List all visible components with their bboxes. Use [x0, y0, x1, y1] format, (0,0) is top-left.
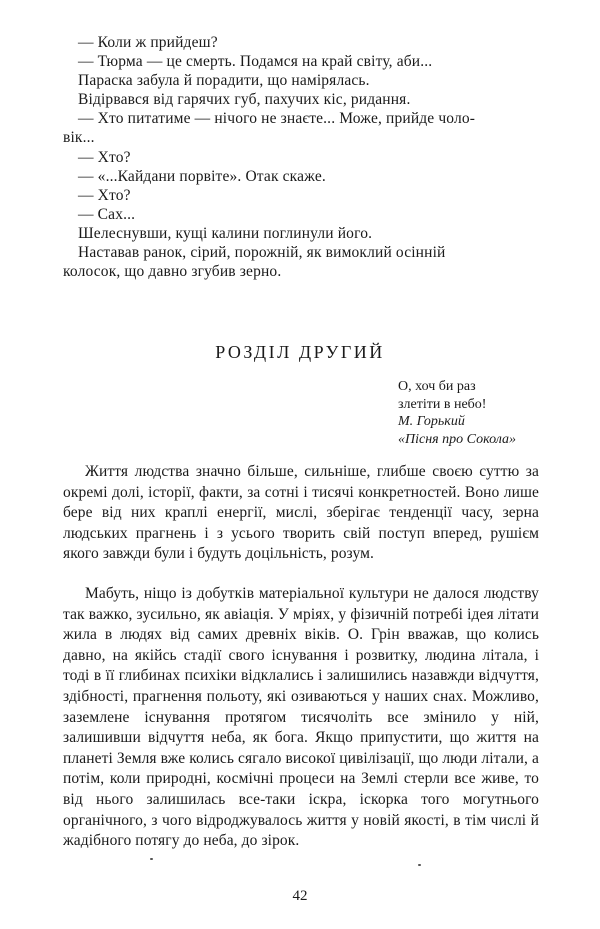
chapter-heading: РОЗДІЛ ДРУГИЙ: [215, 342, 385, 362]
dialog-line: — Хто?: [78, 187, 131, 204]
dialog-line: — Сах...: [78, 206, 136, 223]
epigraph-source: «Пісня про Сокола»: [398, 431, 517, 447]
print-speck: [150, 858, 153, 860]
epigraph-author: М. Горький: [398, 414, 465, 429]
epigraph-line: О, хоч би раз: [398, 379, 476, 394]
dialog-line: Наставав ранок, сірий, порожній, як вимоклий осінній: [78, 244, 446, 261]
epigraph: [398, 378, 516, 448]
page-number: 42: [292, 888, 308, 904]
dialog-line: — Тюрма — це смерть. Подамся на край світу, аби...: [78, 53, 433, 70]
dialog-line: Шелеснувши, кущі калини поглинули його.: [78, 225, 373, 242]
epigraph-line: злетіти в небо!: [398, 396, 487, 412]
dialog-line: — «...Кайдани порвіте». Отак скаже.: [78, 168, 326, 185]
print-speck: [418, 864, 421, 866]
dialog-line: вік...: [63, 129, 95, 146]
dialog-line: — Коли ж прийдеш?: [78, 34, 218, 51]
dialog-line: — Хто питатиме — нічого не знаєте... Може, прийде чоло-: [78, 110, 476, 127]
dialog-line: Параска забула й порадити, що намірялась.: [78, 72, 370, 89]
paragraph: Мабуть, ніщо із добутків матеріальної культури не далося людству так важко, зусильно, як авіація. У мріях, у фізичній потребі ідея літати жила в людях від самих древніх віків. О. Грін вважав, що колись давно, на якійсь стадії свого існування і розвитку, людина літала, і тоді в її глибинах психіки відклались і залишились назавжди відчуття, здібності, прагнення польоту, які озиваються у наших снах. Можливо, заземлене існування протягом тисячоліть все змінило у ній, залишивши відчуття неба, як бога. Якщо припустити, що життя на планеті Земля вже колись сягало високої цивілізації, що люди літали, а потім, коли природні, космічні процеси на Землі стерли все живе, то від нього залишилась все-таки іскра, іскорка того могутнього органічного, з чого відроджувалось життя у новій якості, в тім числі й жадібного потягу до неба, до зірок.: [63, 585, 539, 850]
dialog-line: Відірвався від гарячих губ, пахучих кіс, ридання.: [78, 91, 411, 108]
paragraph: Життя людства значно більше, сильніше, глибше своєю суттю за окремі долі, історії, факти, за сотні і тисячі конкретностей. Воно лише бере від них краплі енергії, мислі, зберігає тенденції часу, зерна людських прагнень і з усього творить свій поступ вперед, рушієм якого завжди були і будуть доцільність, розум.: [63, 463, 539, 563]
dialog-line: колосок, що давно згубив зерно.: [63, 263, 282, 280]
dialog-line: — Хто?: [78, 149, 131, 166]
